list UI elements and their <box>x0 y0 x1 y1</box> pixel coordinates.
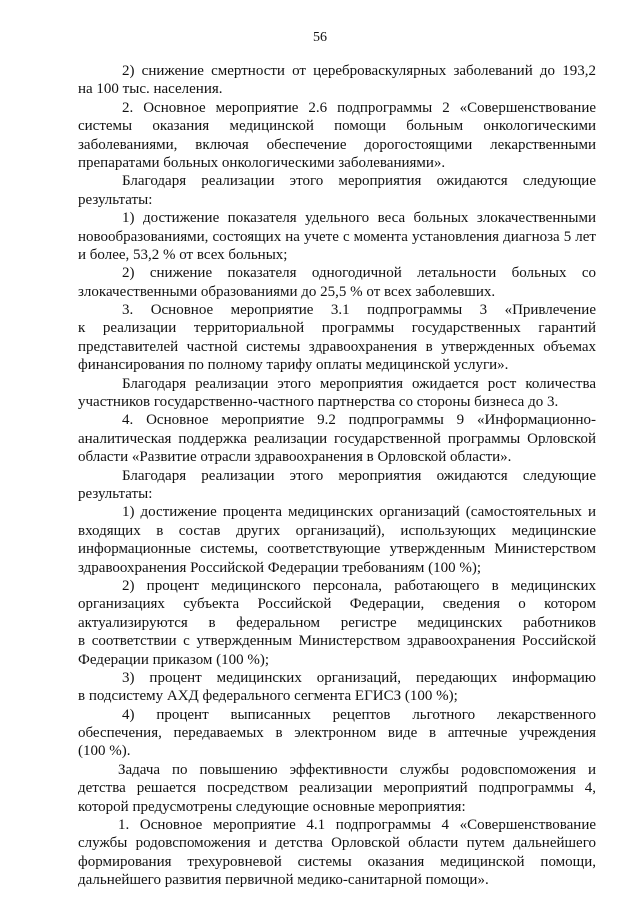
text-line: финансирования по полному тарифу оплаты медицинской услуги». <box>78 357 509 374</box>
page-number: 56 <box>313 30 327 45</box>
text-line: представителей частной системы здравоохранения в утвержденных объемах <box>78 338 596 355</box>
text-line: результаты: <box>78 485 153 502</box>
text-line: информационные системы, соответствующие утвержденным Министерством <box>78 541 596 558</box>
text-line: формирования трехуровневой системы оказания медицинской помощи, <box>78 853 596 870</box>
text-line: (100 %). <box>78 743 131 760</box>
text-line: злокачественными образованиями до 25,5 % от всех заболевших. <box>78 283 496 300</box>
text-line: в соответствии с утвержденным Министерством здравоохранения Российской <box>78 633 596 650</box>
text-line: области «Развитие отрасли здравоохранения в Орловской области». <box>78 449 512 466</box>
text-line: актуализируются в федеральном регистре медицинских работников <box>78 614 596 631</box>
text-line: Федерации приказом (100 %); <box>78 651 270 668</box>
text-line: 1) достижение процента медицинских организаций (самостоятельных и <box>122 504 596 521</box>
text-line: аналитическая поддержка реализации государственной программы Орловской <box>78 430 596 447</box>
text-line: 2. Основное мероприятие 2.6 подпрограммы 2 «Совершенствование <box>122 99 596 116</box>
text-line: к реализации территориальной программы государственных гарантий <box>78 320 596 337</box>
text-line: Благодаря реализации этого мероприятия ожидается рост количества <box>122 375 596 392</box>
text-line: которой предусмотрены следующие основные мероприятия: <box>78 798 466 815</box>
text-line: здравоохранения Российской Федерации требованиям (100 %); <box>78 559 482 576</box>
text-line: системы оказания медицинской помощи больным онкологическими <box>78 118 596 135</box>
text-line: детства решается посредством реализации мероприятий подпрограммы 4, <box>78 780 596 797</box>
text-line: дальнейшего развития первичной медико-санитарной помощи». <box>78 872 489 889</box>
text-line: 1. Основное мероприятие 4.1 подпрограммы 4 «Совершенствование <box>118 817 596 834</box>
text-line: новообразованиями, состоящих на учете с момента установления диагноза 5 лет <box>78 228 596 245</box>
text-line: Задача по повышению эффективности службы родовспоможения и <box>118 761 596 778</box>
text-line: в подсистему АХД федерального сегмента ЕГИСЗ (100 %); <box>78 688 458 705</box>
text-line: на 100 тыс. населения. <box>78 81 223 98</box>
document-body <box>78 62 596 890</box>
text-line: организациях субъекта Российской Федерации, сведения о котором <box>78 596 596 613</box>
text-line: 2) снижение показателя одногодичной летальности больных со <box>122 265 596 282</box>
text-line: 2) снижение смертности от цереброваскулярных заболеваний до 193,2 <box>122 63 596 79</box>
text-line: входящих в состав других организаций), использующих медицинские <box>78 522 596 539</box>
text-line: участников государственно-частного партнерства со стороны бизнеса до 3. <box>78 394 559 411</box>
text-line: 3) процент медицинских организаций, передающих информацию <box>122 669 596 686</box>
text-line: 2) процент медицинского персонала, работающего в медицинских <box>122 577 596 594</box>
text-line: службы родовспоможения и детства Орловской области путем дальнейшего <box>78 835 596 852</box>
text-line: заболеваниями, включая обеспечение дорогостоящими лекарственными <box>78 136 596 153</box>
text-line: и более, 53,2 % от всех больных; <box>78 246 288 263</box>
text-line: 4) процент выписанных рецептов льготного лекарственного <box>122 706 596 723</box>
text-line: обеспечения, передаваемых в электронном виде в аптечные учреждения <box>78 725 596 742</box>
text-line: 1) достижение показателя удельного веса больных злокачественными <box>122 210 596 227</box>
text-line: результаты: <box>78 191 153 208</box>
text-line: препаратами больных онкологическими заболеваниями». <box>78 154 446 171</box>
text-line: 4. Основное мероприятие 9.2 подпрограммы 9 «Информационно- <box>122 412 596 429</box>
text-line: Благодаря реализации этого мероприятия ожидаются следующие <box>122 467 596 484</box>
text-line: Благодаря реализации этого мероприятия ожидаются следующие <box>122 173 596 190</box>
text-line: 3. Основное мероприятие 3.1 подпрограммы 3 «Привлечение <box>122 302 596 319</box>
